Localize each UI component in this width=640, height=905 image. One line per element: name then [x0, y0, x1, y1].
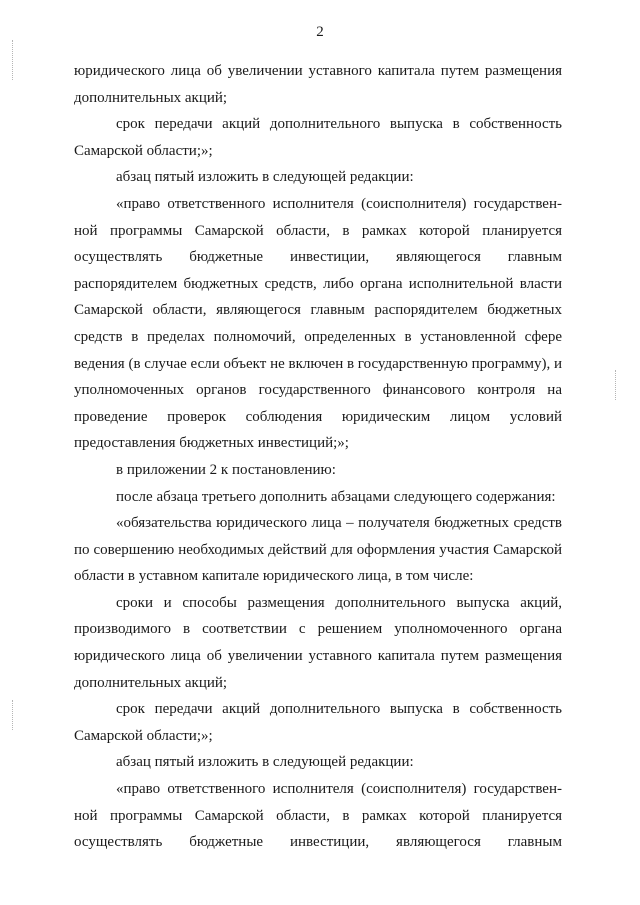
scan-margin-mark — [12, 700, 15, 730]
paragraph: срок передачи акций дополнительного выпуска в собственность Самарской области;»; — [74, 701, 562, 744]
paragraph-truncated: «право ответственного исполнителя (соисполнителя) государствен-ной программы Самарской области, в рамках которой планируется осуществлять бюджетные инвестиции, являющегося главным — [74, 781, 562, 851]
paragraph: после абзаца третьего дополнить абзацами следующего содержания: — [116, 488, 556, 505]
page-number: 2 — [316, 24, 324, 40]
paragraph: абзац пятый изложить в следующей редакции: — [116, 754, 414, 771]
paragraph: сроки и способы размещения дополнительного выпуска акций, производимого в соответствии с решением уполномоченного органа юридического лица об увеличении уставного капитала путем размещения дополнительных акций; — [74, 594, 562, 691]
scan-margin-mark — [12, 40, 15, 80]
document-body — [74, 58, 562, 856]
paragraph: в приложении 2 к постановлению: — [116, 461, 336, 478]
scan-margin-mark — [615, 370, 618, 400]
paragraph-continuation: юридического лица об увеличении уставного капитала путем размещения дополнительных акций; — [74, 63, 562, 106]
paragraph: «обязательства юридического лица – получателя бюджетных средств по совершению необходимых действий для оформления участия Самарской области в уставном капитале юридического лица, в том числе: — [74, 515, 562, 585]
paragraph: срок передачи акций дополнительного выпуска в собственность Самарской области;»; — [74, 116, 562, 159]
paragraph: абзац пятый изложить в следующей редакции: — [116, 169, 414, 186]
paragraph: «право ответственного исполнителя (соисполнителя) государствен-ной программы Самарской области, в рамках которой планируется осуществлять бюджетные инвестиции, являющегося главным распорядителем бюджетных средств, либо органа исполнительной власти Самарской области, являющегося главным распорядителем бюджетных средств в пределах полномочий, определенных в установленной сфере ведения (в случае если объект не включен в государственную программу), и уполномоченных органов государственного финансового контроля на проведение проверок соблюдения юридическим лицом условий предоставления бюджетных инвестиций;»; — [74, 195, 562, 452]
